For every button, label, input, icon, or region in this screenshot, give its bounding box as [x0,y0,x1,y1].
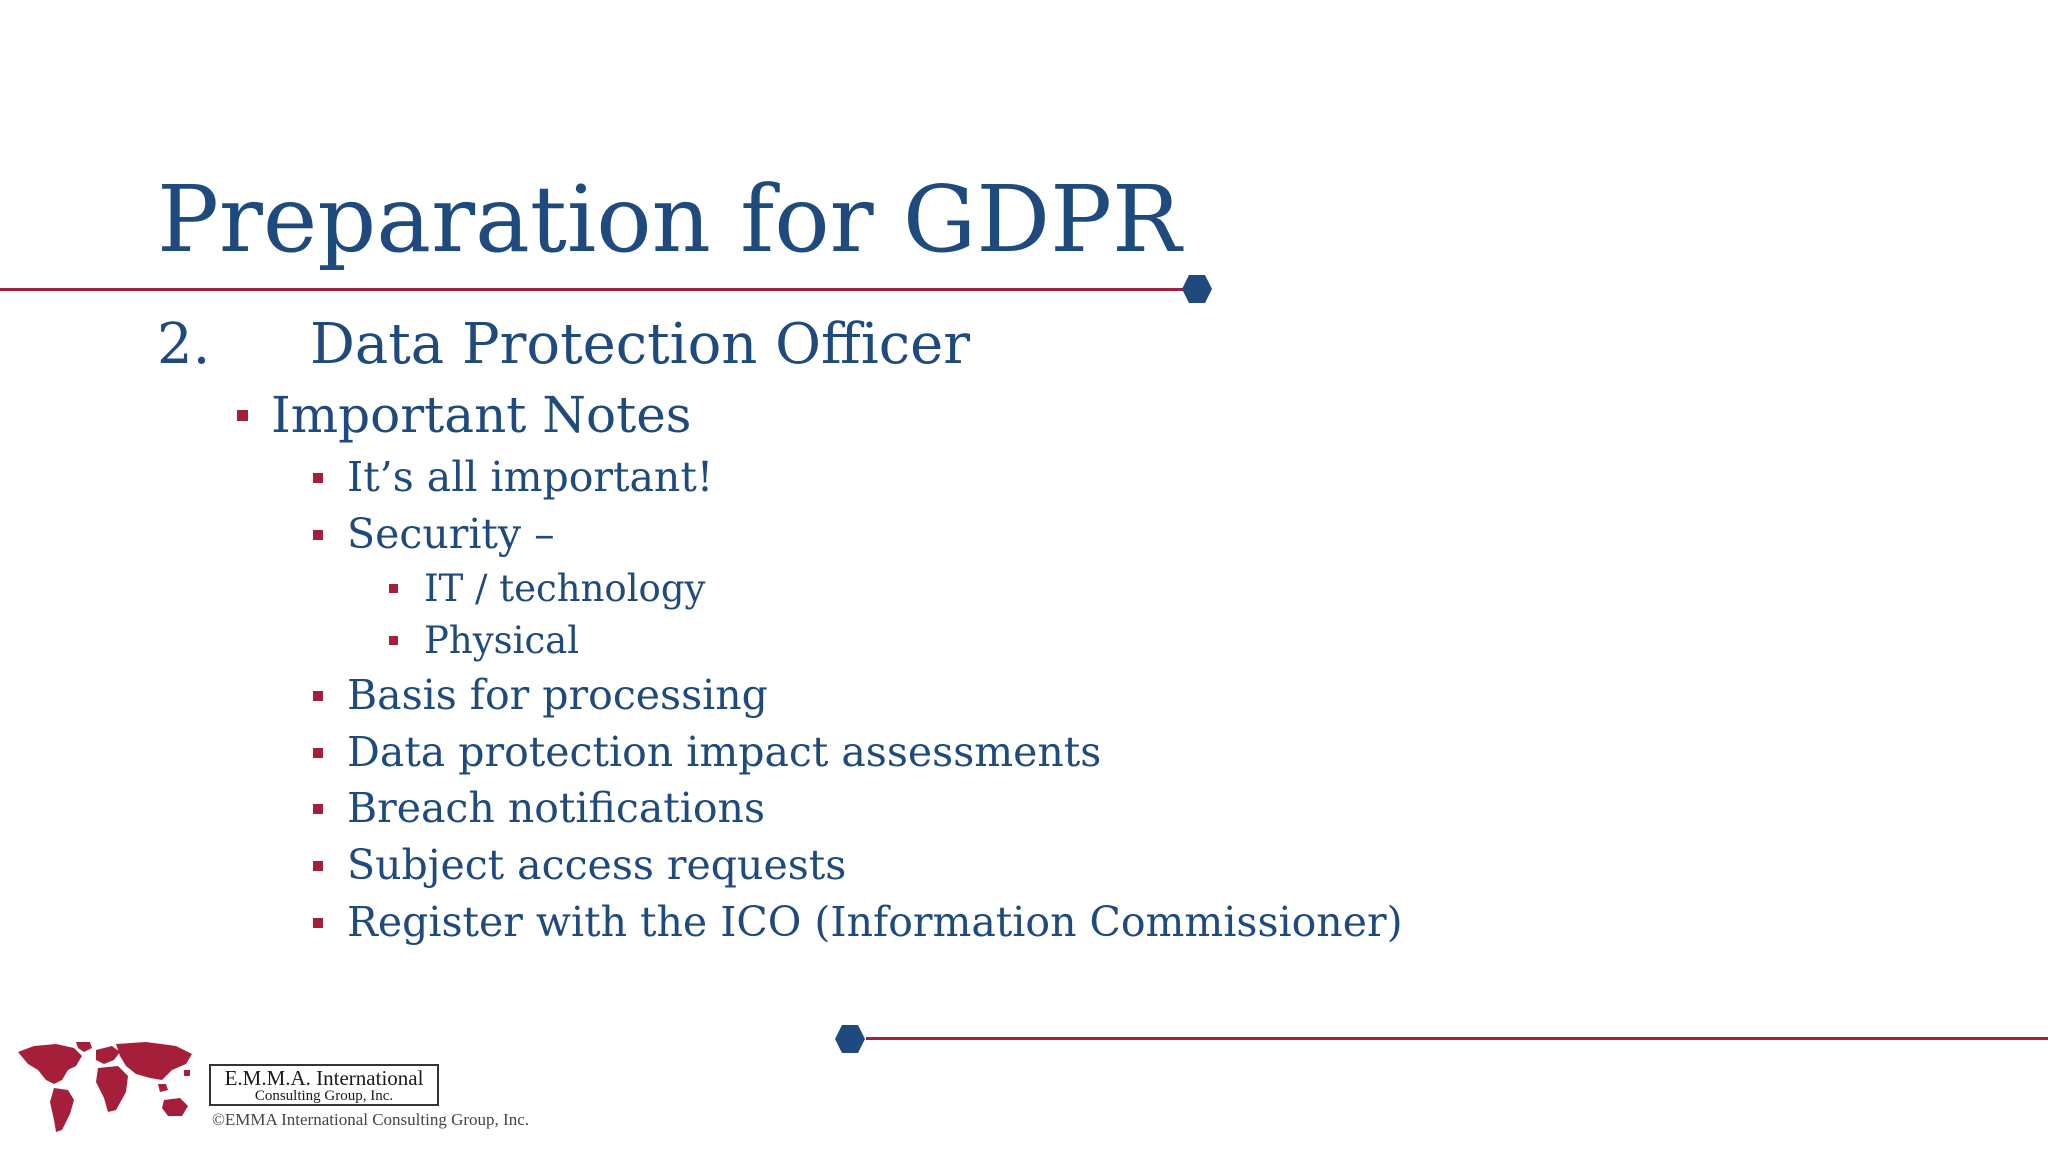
hexagon-icon [834,1024,866,1054]
square-bullet-icon [313,530,323,540]
slide-title: Preparation for GDPR [157,166,1182,273]
list-item [313,726,1101,778]
list-item-text: Subject access requests [347,841,847,889]
list-item [313,839,846,891]
square-bullet-icon [313,861,323,871]
square-bullet-icon [313,804,323,814]
company-subtitle: Consulting Group, Inc. [254,1088,394,1104]
list-item-text: IT / technology [424,567,706,610]
list-item [313,896,1403,948]
list-item [313,669,768,721]
list-item [313,451,713,503]
company-name: E.M.M.A. International [224,1066,424,1090]
list-item-text: Breach notifications [347,784,765,832]
list-item-text: Basis for processing [347,671,768,719]
list-item-text: Register with the ICO (Information Commissioner) [347,898,1403,946]
company-logo-box [209,1064,439,1106]
list-item-level1 [237,385,691,445]
list-item [389,565,705,613]
list-item-text: Important Notes [271,386,692,444]
section-number: 2. [157,312,211,377]
section-heading: Data Protection Officer [310,312,971,377]
list-item-text: Security – [347,510,555,558]
square-bullet-icon [389,584,398,593]
copyright-text: ©EMMA International Consulting Group, Inc. [212,1110,529,1129]
list-item-text: Physical [424,619,580,662]
square-bullet-icon [313,748,323,758]
square-bullet-icon [237,410,248,421]
list-item [313,508,555,560]
top-divider-line [0,288,1188,291]
bottom-divider-line [866,1037,2048,1040]
square-bullet-icon [313,918,323,928]
hexagon-icon [1181,274,1213,304]
list-item-text: Data protection impact assessments [347,728,1102,776]
list-item [313,782,765,834]
world-map-icon [16,1040,196,1140]
list-item-text: It’s all important! [347,453,714,501]
square-bullet-icon [313,473,323,483]
square-bullet-icon [313,691,323,701]
list-item [389,617,579,665]
square-bullet-icon [389,636,398,645]
